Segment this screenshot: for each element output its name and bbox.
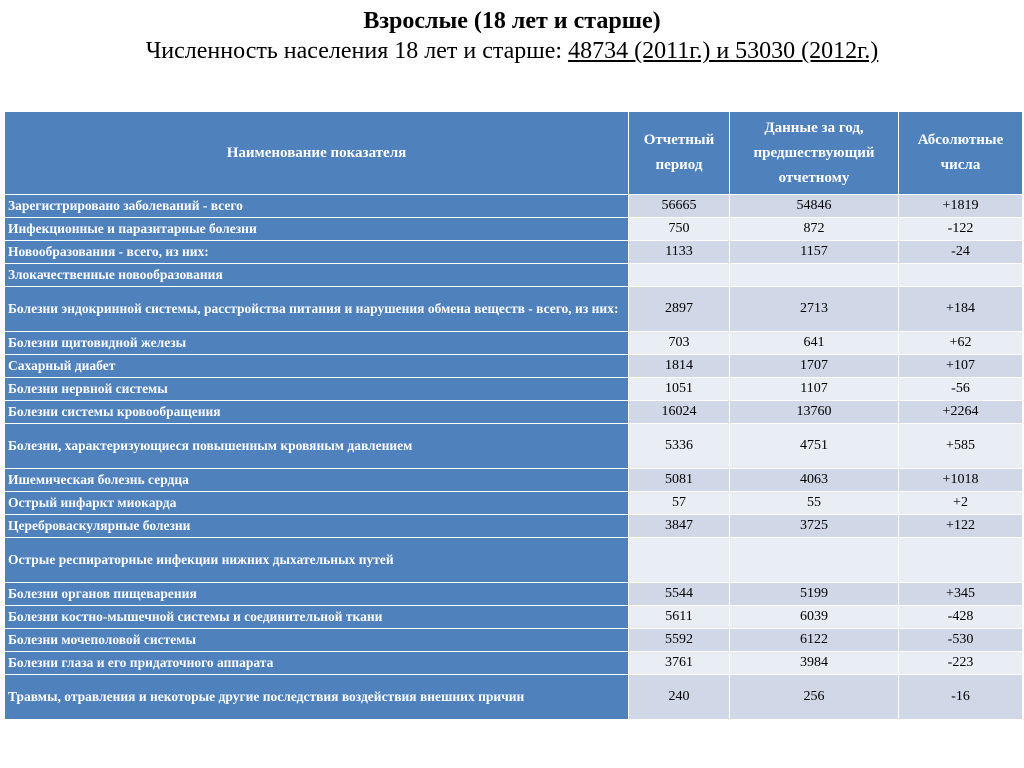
- table-row: [5, 241, 1023, 264]
- table-row: [5, 583, 1023, 606]
- cell-absolute: [899, 264, 1023, 287]
- cell-previous: 1157: [730, 241, 899, 264]
- cell-current: 57: [629, 492, 730, 515]
- cell-current: 1051: [629, 378, 730, 401]
- row-name: Болезни мочеполовой системы: [5, 629, 629, 652]
- cell-absolute: +107: [899, 355, 1023, 378]
- cell-current: [629, 264, 730, 287]
- column-header-current-period: Отчетный период: [629, 112, 730, 195]
- cell-absolute: -122: [899, 218, 1023, 241]
- cell-previous: 6122: [730, 629, 899, 652]
- table-row: [5, 424, 1023, 469]
- cell-previous: 256: [730, 675, 899, 720]
- cell-absolute: +2: [899, 492, 1023, 515]
- table-row: [5, 378, 1023, 401]
- column-header-indicator: Наименование показателя: [5, 112, 629, 195]
- cell-absolute: +345: [899, 583, 1023, 606]
- table-row: [5, 218, 1023, 241]
- row-name: Болезни, характеризующиеся повышенным кровяным давлением: [5, 424, 629, 469]
- cell-current: 1133: [629, 241, 730, 264]
- cell-previous: 3725: [730, 515, 899, 538]
- cell-previous: 641: [730, 332, 899, 355]
- row-name: Болезни щитовидной железы: [5, 332, 629, 355]
- table-row: [5, 606, 1023, 629]
- cell-previous: 2713: [730, 287, 899, 332]
- table-header-row: [5, 112, 1023, 195]
- row-name: Зарегистрировано заболеваний - всего: [5, 195, 629, 218]
- cell-current: 2897: [629, 287, 730, 332]
- column-header-previous-year: Данные за год, предшествующий отчетному: [730, 112, 899, 195]
- row-name: Болезни глаза и его придаточного аппарата: [5, 652, 629, 675]
- cell-current: 240: [629, 675, 730, 720]
- cell-previous: 13760: [730, 401, 899, 424]
- row-name: Инфекционные и паразитарные болезни: [5, 218, 629, 241]
- cell-absolute: -24: [899, 241, 1023, 264]
- table-row: [5, 287, 1023, 332]
- row-name: Болезни эндокринной системы, расстройства питания и нарушения обмена веществ - всего, из них:: [5, 287, 629, 332]
- title-block: [0, 0, 1024, 66]
- row-name: Болезни органов пищеварения: [5, 583, 629, 606]
- table-row: [5, 195, 1023, 218]
- cell-previous: 4751: [730, 424, 899, 469]
- cell-current: 703: [629, 332, 730, 355]
- cell-absolute: [899, 538, 1023, 583]
- cell-current: 5544: [629, 583, 730, 606]
- cell-previous: 54846: [730, 195, 899, 218]
- column-header-absolute: Абсолютные числа: [899, 112, 1023, 195]
- cell-absolute: -223: [899, 652, 1023, 675]
- cell-previous: 872: [730, 218, 899, 241]
- cell-absolute: -16: [899, 675, 1023, 720]
- table-row: [5, 515, 1023, 538]
- table-row: [5, 469, 1023, 492]
- page-subtitle: [112, 36, 912, 66]
- cell-absolute: +2264: [899, 401, 1023, 424]
- table-body: [5, 195, 1023, 720]
- row-name: Болезни нервной системы: [5, 378, 629, 401]
- table-row: [5, 652, 1023, 675]
- cell-absolute: +62: [899, 332, 1023, 355]
- table-row: [5, 401, 1023, 424]
- cell-previous: 5199: [730, 583, 899, 606]
- table-row: [5, 538, 1023, 583]
- row-name: Новообразования - всего, из них:: [5, 241, 629, 264]
- cell-current: 1814: [629, 355, 730, 378]
- cell-current: [629, 538, 730, 583]
- row-name: Ишемическая болезнь сердца: [5, 469, 629, 492]
- row-name: Острый инфаркт миокарда: [5, 492, 629, 515]
- row-name: Травмы, отравления и некоторые другие последствия воздействия внешних причин: [5, 675, 629, 720]
- morbidity-table: [4, 111, 1023, 720]
- cell-absolute: -428: [899, 606, 1023, 629]
- cell-current: 3761: [629, 652, 730, 675]
- cell-previous: 6039: [730, 606, 899, 629]
- cell-absolute: +1018: [899, 469, 1023, 492]
- cell-previous: 1707: [730, 355, 899, 378]
- cell-current: 3847: [629, 515, 730, 538]
- cell-absolute: -530: [899, 629, 1023, 652]
- row-name: Злокачественные новообразования: [5, 264, 629, 287]
- table-row: [5, 264, 1023, 287]
- cell-current: 5592: [629, 629, 730, 652]
- table-row: [5, 332, 1023, 355]
- row-name: Острые респираторные инфекции нижних дыхательных путей: [5, 538, 629, 583]
- cell-previous: 3984: [730, 652, 899, 675]
- subtitle-population-values: 48734 (2011г.) и 53030 (2012г.): [568, 38, 879, 64]
- cell-previous: [730, 538, 899, 583]
- cell-previous: 4063: [730, 469, 899, 492]
- cell-absolute: +184: [899, 287, 1023, 332]
- cell-absolute: +1819: [899, 195, 1023, 218]
- cell-absolute: +122: [899, 515, 1023, 538]
- row-name: Цереброваскулярные болезни: [5, 515, 629, 538]
- row-name: Болезни системы кровообращения: [5, 401, 629, 424]
- cell-current: 5336: [629, 424, 730, 469]
- cell-absolute: -56: [899, 378, 1023, 401]
- table-row: [5, 492, 1023, 515]
- cell-previous: [730, 264, 899, 287]
- table-row: [5, 675, 1023, 720]
- page-title: Взрослые (18 лет и старше): [363, 8, 661, 34]
- subtitle-prefix: Численность населения 18 лет и старше:: [145, 38, 569, 64]
- cell-absolute: +585: [899, 424, 1023, 469]
- table-row: [5, 629, 1023, 652]
- cell-previous: 1107: [730, 378, 899, 401]
- row-name: Болезни костно-мышечной системы и соединительной ткани: [5, 606, 629, 629]
- cell-previous: 55: [730, 492, 899, 515]
- table-row: [5, 355, 1023, 378]
- cell-current: 56665: [629, 195, 730, 218]
- cell-current: 750: [629, 218, 730, 241]
- cell-current: 16024: [629, 401, 730, 424]
- row-name: Сахарный диабет: [5, 355, 629, 378]
- cell-current: 5611: [629, 606, 730, 629]
- cell-current: 5081: [629, 469, 730, 492]
